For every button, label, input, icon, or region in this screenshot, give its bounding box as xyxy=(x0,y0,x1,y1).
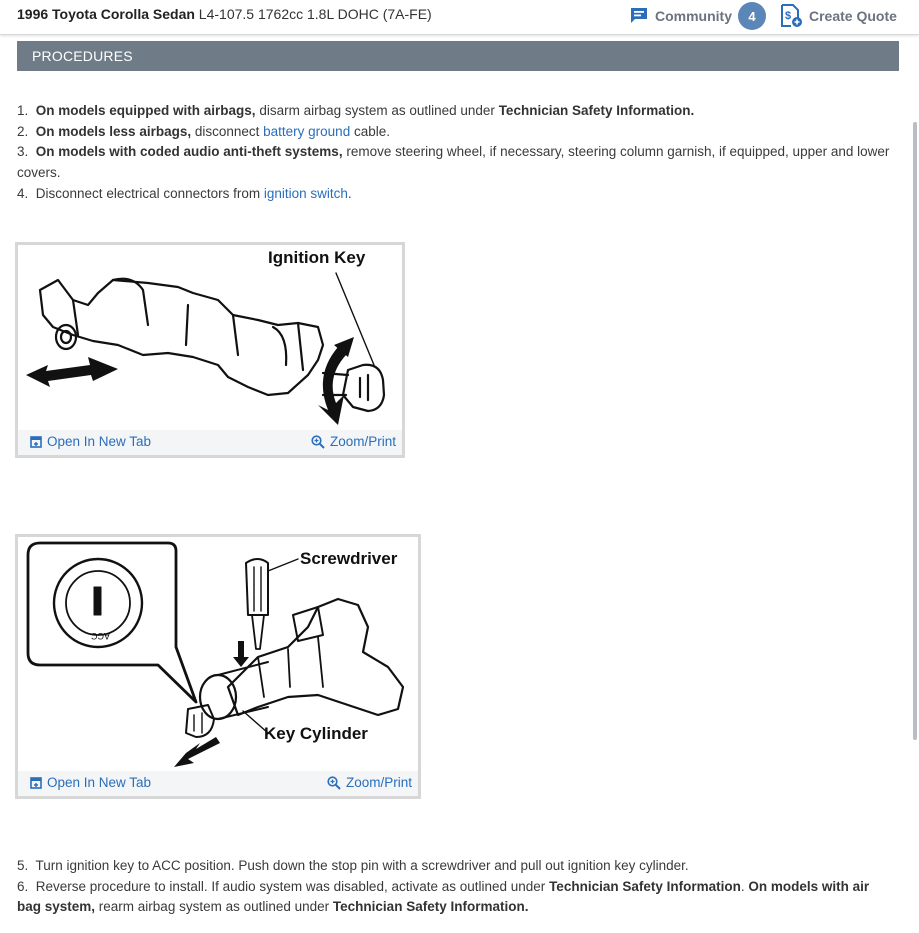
open-new-tab-icon xyxy=(30,777,42,789)
ignition-switch-link[interactable]: ignition switch xyxy=(263,185,348,201)
step-item xyxy=(17,856,892,877)
step-number: 5. xyxy=(17,858,29,873)
section-title: PROCEDURES xyxy=(32,48,133,64)
create-quote-label: Create Quote xyxy=(809,8,897,24)
open-in-new-tab-button[interactable] xyxy=(30,434,151,449)
step-number: 4. xyxy=(17,185,29,201)
step-item xyxy=(17,184,892,205)
step-number: 3. xyxy=(17,144,29,160)
step-item xyxy=(17,101,892,122)
step-text: rearm airbag system as outlined under xyxy=(95,899,333,915)
zoom-icon xyxy=(327,776,341,790)
step-text: Disconnect electrical connectors from xyxy=(35,185,264,201)
open-in-new-tab-button[interactable] xyxy=(30,775,151,790)
chat-icon xyxy=(630,7,649,25)
battery-ground-link[interactable]: battery ground xyxy=(263,123,351,139)
step-item xyxy=(17,142,892,183)
vehicle-engine: L4-107.5 1762cc 1.8L DOHC (7A-FE) xyxy=(198,6,432,22)
quote-icon xyxy=(781,4,803,28)
step-text: cable. xyxy=(350,123,390,139)
procedure-steps-bottom xyxy=(17,856,892,918)
zoom-print-button[interactable] xyxy=(311,434,396,449)
step-reference: Technician Safety Information. xyxy=(498,103,695,118)
step-condition: On models less airbags, xyxy=(35,123,192,139)
open-in-new-tab-label: Open In New Tab xyxy=(47,434,152,449)
figure-ignition-key xyxy=(15,242,405,458)
step-text: . xyxy=(740,878,749,894)
step-number: 6. xyxy=(17,878,29,894)
step-item xyxy=(17,122,892,143)
open-in-new-tab-label: Open In New Tab xyxy=(47,775,152,790)
vehicle-title xyxy=(17,6,432,22)
step-item xyxy=(17,877,892,918)
figure-footer xyxy=(18,771,418,796)
open-new-tab-icon xyxy=(30,436,42,448)
svg-text:$: $ xyxy=(785,10,792,22)
step-reference: Technician Safety Information xyxy=(549,878,741,894)
step-number: 2. xyxy=(17,123,29,139)
step-condition: On models equipped with airbags, xyxy=(35,103,256,118)
scrollbar[interactable] xyxy=(913,122,917,740)
zoom-print-label: Zoom/Print xyxy=(329,434,396,449)
procedure-steps-top xyxy=(17,101,892,205)
figure-footer xyxy=(18,430,402,455)
community-count-badge: 4 xyxy=(738,2,766,30)
figure-key-cylinder xyxy=(15,534,421,799)
zoom-icon xyxy=(311,435,325,449)
ignition-key-callout: Ignition Key xyxy=(268,248,366,267)
create-quote-button[interactable] xyxy=(781,3,897,29)
community-button[interactable] xyxy=(630,3,766,29)
step-text: disarm airbag system as outlined under xyxy=(255,103,499,118)
step-text: . xyxy=(347,185,352,201)
community-label: Community xyxy=(655,8,732,24)
step-text: Reverse procedure to install. If audio system was disabled, activate as outlined under xyxy=(35,878,550,894)
step-number: 1. xyxy=(17,103,29,118)
acc-label: ACC xyxy=(90,631,110,641)
zoom-print-button[interactable] xyxy=(327,775,412,790)
step-text: remove steering wheel, if necessary, steering column garnish, if equipped, upper and lower covers. xyxy=(17,144,890,181)
step-condition: On models with coded audio anti-theft systems, xyxy=(35,144,343,160)
step-text: Turn ignition key to ACC position. Push down the stop pin with a screwdriver and pull out ignition key cylinder. xyxy=(35,858,689,873)
step-condition: On models with air bag system, xyxy=(17,878,870,915)
step-text: disconnect xyxy=(191,123,264,139)
ignition-key-illustration xyxy=(18,245,402,430)
top-bar xyxy=(0,0,919,35)
screwdriver-callout: Screwdriver xyxy=(300,549,398,568)
zoom-print-label: Zoom/Print xyxy=(345,775,412,790)
key-cylinder-callout: Key Cylinder xyxy=(264,724,368,743)
vehicle-name: 1996 Toyota Corolla Sedan xyxy=(17,6,195,22)
step-reference: Technician Safety Information. xyxy=(332,899,529,915)
section-header xyxy=(17,41,899,71)
